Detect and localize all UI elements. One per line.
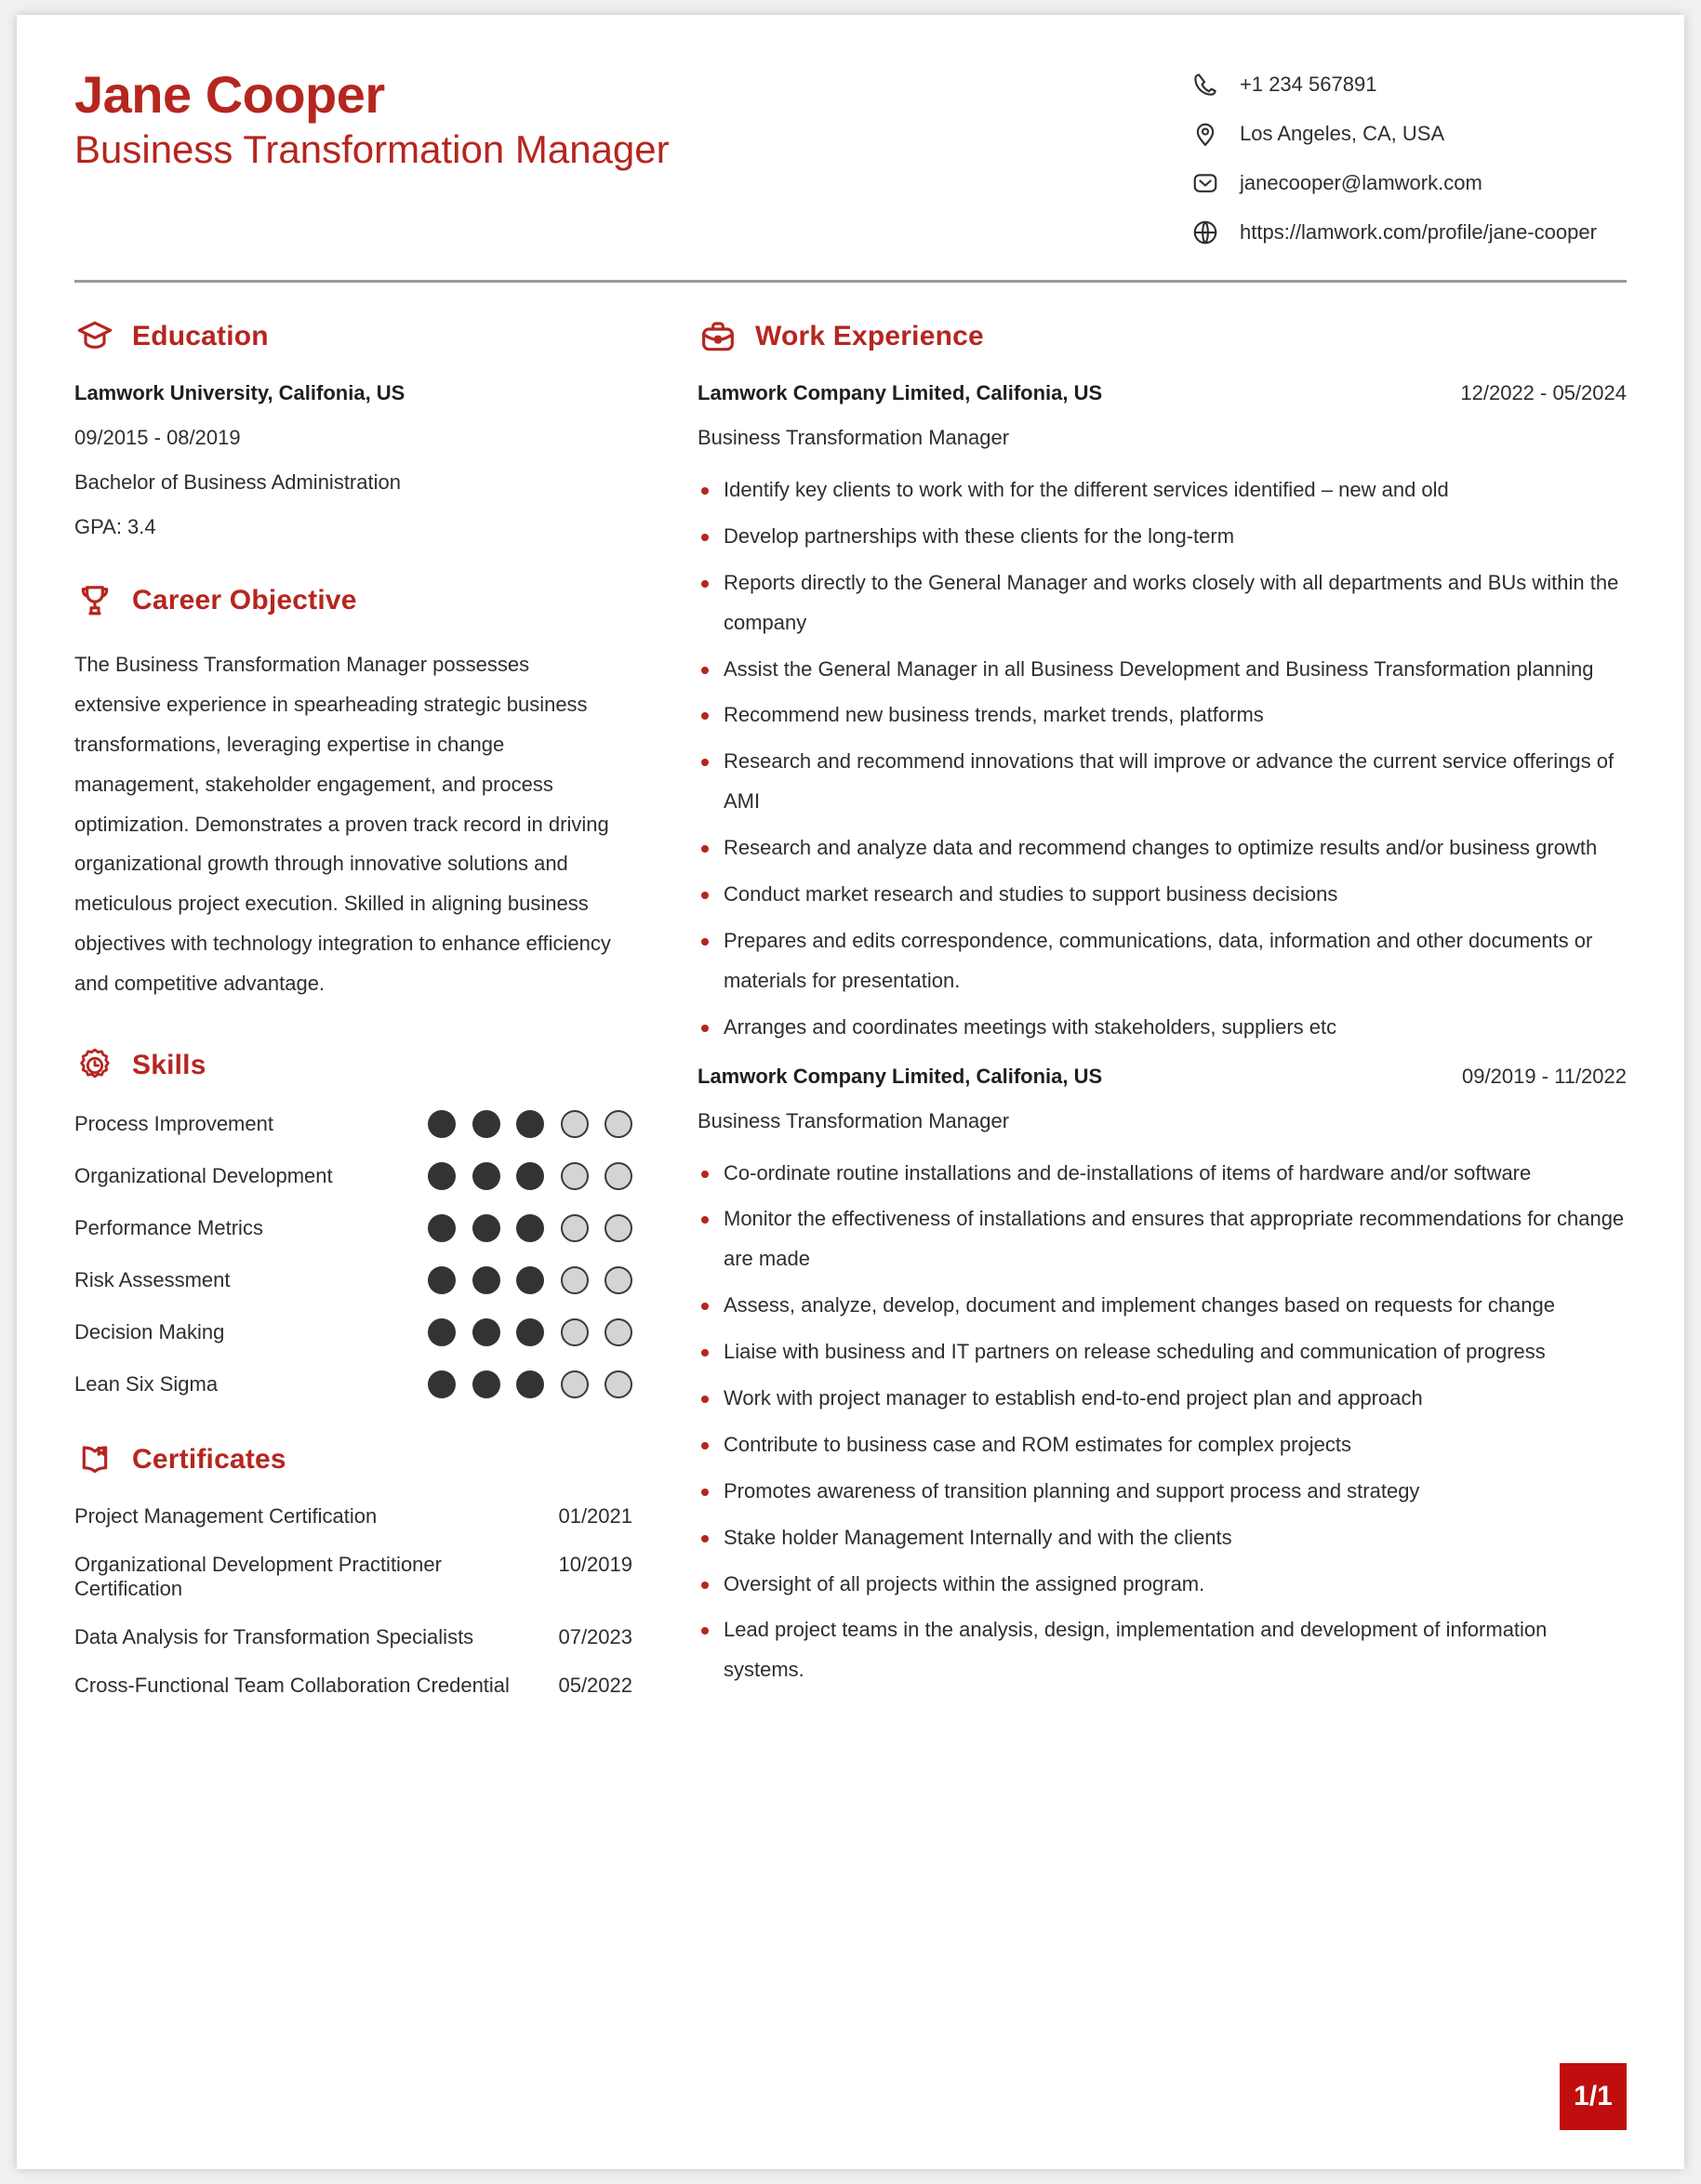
education-degree: Bachelor of Business Administration	[74, 470, 401, 494]
job-bullet: Recommend new business trends, market trends, platforms	[698, 695, 1627, 735]
rating-dot-empty	[605, 1318, 632, 1346]
skill-row	[74, 1110, 632, 1138]
rating-dot-empty	[561, 1214, 589, 1242]
job-bullet: Assist the General Manager in all Business Development and Business Transformation planning	[698, 650, 1627, 690]
trophy-icon	[74, 580, 115, 621]
rating-dot-empty	[605, 1370, 632, 1398]
briefcase-icon	[698, 316, 738, 357]
rating-dot-empty	[561, 1162, 589, 1190]
certificate-row	[74, 1553, 632, 1601]
phone-icon	[1189, 69, 1221, 100]
contact-email	[1189, 167, 1627, 199]
rating-dot-empty	[605, 1266, 632, 1294]
contact-phone	[1189, 69, 1627, 100]
rating-dot-empty	[605, 1110, 632, 1138]
career-objective-text: The Business Transformation Manager possesses extensive experience in spearheading strategic business transformations, leveraging expertise in change management, stakeholder engagement, and process optimization. Demonstrates a proven track record in driving organizational growth through innovative solutions and meticulous project execution. Skilled in aligning business objectives with technology integration to enhance efficiency and competitive advantage.	[74, 653, 611, 996]
section-certificates	[74, 1439, 632, 1698]
resume-body	[74, 316, 1627, 1739]
right-column	[632, 316, 1627, 1731]
certificate-name: Data Analysis for Transformation Specialists	[74, 1625, 474, 1649]
certificate-date: 07/2023	[558, 1625, 632, 1649]
rating-dot-filled	[472, 1370, 500, 1398]
skill-name: Lean Six Sigma	[74, 1372, 219, 1396]
work-experience-title: Work Experience	[755, 321, 984, 351]
job-title: Business Transformation Manager	[698, 426, 1010, 449]
skills-title: Skills	[132, 1050, 206, 1081]
job-bullet: Develop partnerships with these clients for the long-term	[698, 517, 1627, 557]
rating-dot-filled	[516, 1266, 544, 1294]
graduation-cap-icon	[74, 316, 115, 357]
skill-rating-dots	[428, 1370, 632, 1398]
jobs-list	[698, 381, 1627, 1690]
certificate-name: Project Management Certification	[74, 1504, 378, 1529]
skill-row	[74, 1318, 632, 1346]
certificate-date: 01/2021	[558, 1504, 632, 1529]
skill-row	[74, 1214, 632, 1242]
job-dates: 12/2022 - 05/2024	[1460, 381, 1627, 404]
certificate-name: Cross-Functional Team Collaboration Credential	[74, 1674, 510, 1698]
resume-header	[74, 58, 1627, 248]
skill-name: Process Improvement	[74, 1112, 273, 1136]
skill-name: Risk Assessment	[74, 1268, 231, 1292]
job-header	[698, 381, 1627, 405]
education-dates: 09/2015 - 08/2019	[74, 426, 241, 449]
contact-location	[1189, 118, 1627, 150]
skill-rating-dots	[428, 1214, 632, 1242]
job-bullet: Conduct market research and studies to support business decisions	[698, 875, 1627, 915]
rating-dot-empty	[561, 1266, 589, 1294]
section-career-objective	[74, 580, 632, 1004]
location-icon	[1189, 118, 1221, 150]
rating-dot-filled	[428, 1110, 456, 1138]
job-bullet: Identify key clients to work with for the different services identified – new and old	[698, 470, 1627, 510]
skill-rating-dots	[428, 1318, 632, 1346]
rating-dot-filled	[516, 1214, 544, 1242]
rating-dot-filled	[516, 1162, 544, 1190]
education-organization: Lamwork University, Califonia, US	[74, 381, 405, 404]
job-title: Business Transformation Manager	[698, 1108, 1010, 1132]
rating-dot-empty	[561, 1370, 589, 1398]
job-bullet: Co-ordinate routine installations and de-installations of items of hardware and/or software	[698, 1154, 1627, 1194]
rating-dot-filled	[428, 1266, 456, 1294]
skill-row	[74, 1162, 632, 1190]
education-title: Education	[132, 321, 269, 351]
contact-website	[1189, 217, 1627, 248]
skill-row	[74, 1266, 632, 1294]
skill-name: Organizational Development	[74, 1164, 333, 1188]
rating-dot-filled	[472, 1162, 500, 1190]
work-experience-heading	[698, 316, 1627, 357]
job-bullet: Monitor the effectiveness of installations and ensures that appropriate recommendations for change are made	[698, 1199, 1627, 1279]
education-heading	[74, 316, 632, 357]
rating-dot-empty	[605, 1214, 632, 1242]
job-entry	[698, 381, 1627, 1048]
identity-block	[74, 58, 670, 174]
left-column	[74, 316, 632, 1739]
certificate-row	[74, 1625, 632, 1649]
career-objective-heading	[74, 580, 632, 621]
rating-dot-filled	[472, 1110, 500, 1138]
rating-dot-filled	[516, 1110, 544, 1138]
certificates-heading	[74, 1439, 632, 1480]
certificate-row	[74, 1674, 632, 1698]
certificate-date: 05/2022	[558, 1674, 632, 1698]
contact-list	[1189, 58, 1627, 248]
skill-rating-dots	[428, 1110, 632, 1138]
rating-dot-filled	[472, 1266, 500, 1294]
resume-page	[17, 15, 1684, 2169]
skill-row	[74, 1370, 632, 1398]
career-objective-title: Career Objective	[132, 585, 357, 615]
certificate-row	[74, 1504, 632, 1529]
job-bullet-list	[698, 470, 1627, 1048]
job-bullet: Reports directly to the General Manager and works closely with all departments and BUs within the company	[698, 563, 1627, 643]
section-work-experience	[698, 316, 1627, 1690]
certificate-name: Organizational Development Practitioner Certification	[74, 1553, 442, 1601]
skills-heading	[74, 1045, 632, 1086]
rating-dot-empty	[561, 1318, 589, 1346]
job-organization: Lamwork Company Limited, Califonia, US	[698, 1064, 1103, 1088]
skills-list	[74, 1110, 632, 1398]
job-bullet: Oversight of all projects within the assigned program.	[698, 1565, 1627, 1605]
section-skills	[74, 1045, 632, 1398]
globe-icon	[1189, 217, 1221, 248]
job-header	[698, 1065, 1627, 1089]
contact-email-value: janecooper@lamwork.com	[1240, 171, 1482, 194]
certificates-list	[74, 1504, 632, 1698]
skill-rating-dots	[428, 1266, 632, 1294]
rating-dot-filled	[472, 1318, 500, 1346]
job-organization: Lamwork Company Limited, Califonia, US	[698, 381, 1103, 404]
rating-dot-filled	[428, 1370, 456, 1398]
rating-dot-filled	[428, 1162, 456, 1190]
skill-name: Decision Making	[74, 1320, 225, 1344]
job-role-subtitle: Business Transformation Manager	[74, 127, 670, 172]
job-bullet: Assess, analyze, develop, document and implement changes based on requests for change	[698, 1286, 1627, 1326]
rating-dot-filled	[516, 1318, 544, 1346]
rating-dot-filled	[472, 1214, 500, 1242]
education-gpa: GPA: 3.4	[74, 515, 156, 538]
email-icon	[1189, 167, 1221, 199]
job-bullet: Liaise with business and IT partners on release scheduling and communication of progress	[698, 1332, 1627, 1372]
job-dates: 09/2019 - 11/2022	[1462, 1064, 1627, 1088]
page-title: Jane Cooper	[74, 65, 385, 124]
rating-dot-filled	[516, 1370, 544, 1398]
job-bullet: Research and analyze data and recommend changes to optimize results and/or business growth	[698, 828, 1627, 868]
job-bullet: Contribute to business case and ROM estimates for complex projects	[698, 1425, 1627, 1465]
job-entry	[698, 1065, 1627, 1691]
header-divider	[74, 280, 1627, 283]
job-bullet: Stake holder Management Internally and with the clients	[698, 1518, 1627, 1558]
certificate-date: 10/2019	[558, 1553, 632, 1577]
rating-dot-empty	[561, 1110, 589, 1138]
open-book-icon	[74, 1439, 115, 1480]
contact-location-value: Los Angeles, CA, USA	[1240, 122, 1445, 145]
job-bullet: Arranges and coordinates meetings with stakeholders, suppliers etc	[698, 1008, 1627, 1048]
skill-name: Performance Metrics	[74, 1216, 263, 1240]
contact-phone-value: +1 234 567891	[1240, 73, 1377, 96]
rating-dot-filled	[428, 1318, 456, 1346]
section-education	[74, 316, 632, 539]
rating-dot-empty	[605, 1162, 632, 1190]
job-bullet: Promotes awareness of transition planning and support process and strategy	[698, 1472, 1627, 1512]
contact-website-value: https://lamwork.com/profile/jane-cooper	[1240, 220, 1597, 244]
page-indicator-badge: 1/1	[1560, 2063, 1627, 2130]
job-bullet-list	[698, 1154, 1627, 1691]
job-bullet: Prepares and edits correspondence, communications, data, information and other documents or materials for presentation.	[698, 921, 1627, 1001]
gear-clock-icon	[74, 1045, 115, 1086]
job-bullet: Research and recommend innovations that will improve or advance the current service offerings of AMI	[698, 742, 1627, 822]
job-bullet: Work with project manager to establish end-to-end project plan and approach	[698, 1379, 1627, 1419]
certificates-title: Certificates	[132, 1444, 286, 1476]
rating-dot-filled	[428, 1214, 456, 1242]
resume-content	[17, 15, 1684, 2169]
job-bullet: Lead project teams in the analysis, design, implementation and development of information systems.	[698, 1610, 1627, 1690]
skill-rating-dots	[428, 1162, 632, 1190]
